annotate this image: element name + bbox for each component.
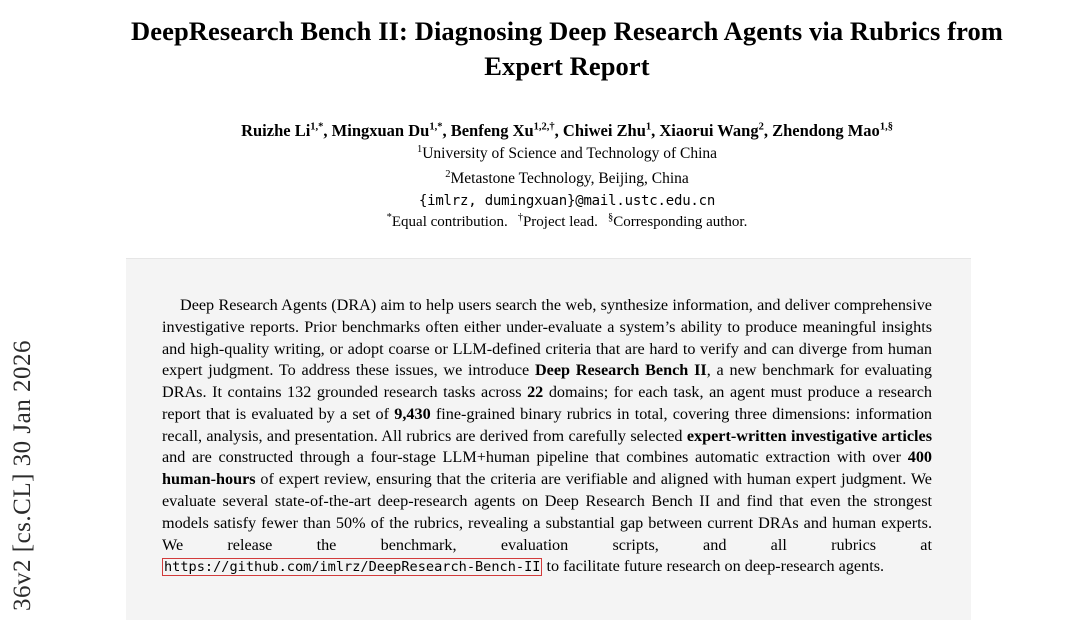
affiliation-2 (86, 168, 1048, 190)
github-repo-link[interactable]: https://github.com/imlrz/DeepResearch-Bench-II (164, 559, 541, 576)
abstract-bold-articles: expert-written investigative articles (686, 426, 932, 445)
equal-contribution-marker: * (386, 211, 392, 223)
corresponding-author-text: Corresponding author. (613, 213, 748, 230)
abstract-part-4: fine-grained binary rubrics in total, covering three dimensions: information recall, analysis, and presentation. All rubrics are derived from carefully selected (162, 404, 933, 445)
abstract-bold-rubric-count: 9,430 (394, 404, 431, 423)
arxiv-stamp (6, 0, 68, 619)
corresponding-author-marker: § (607, 211, 614, 223)
abstract-part-1: Deep Research Agents (DRA) aim to help users search the web, synthesize information, and deliver comprehensive investigative reports. Prior benchmarks often either under-evaluate a system’s ability to produce meaningful insights and high-quality writing, or adopt coarse or LLM-defined criteria that are hard to verify and can diverge from human expert judgment. To address these issues, we introduce (162, 296, 932, 380)
abstract-part-2: , a new benchmark for evaluating DRAs. It contains 132 grounded research tasks across (162, 361, 932, 402)
abstract-part-3: domains; for each task, an agent must produce a research report that is evaluated by a set of (162, 383, 932, 423)
abstract-body (162, 295, 932, 578)
affiliation-2-text: Metastone Technology, Beijing, China (450, 169, 689, 187)
abstract-part-5: and are constructed through a four-stage LLM+human pipeline that combines automatic extraction with over (162, 448, 908, 467)
abstract-section (126, 258, 971, 620)
page-title: DeepResearch Bench II: Diagnosing Deep Research Agents via Rubrics from Expert Report (131, 16, 1003, 81)
author-footnotes (86, 212, 1048, 231)
project-lead-marker: † (517, 211, 523, 223)
arxiv-stamp-text: 36v2 [cs.CL] 30 Jan 2026 (9, 340, 36, 611)
contact-email: {imlrz, dumingxuan}@mail.ustc.edu.cn (418, 192, 716, 209)
affiliation-2-marker: 2 (445, 168, 451, 180)
abstract-part-6: of expert review, ensuring that the criteria are verifiable and aligned with human expert judgment. We evaluate several state-of-the-art deep-research agents on Deep Research Bench II and find that even the strongest models satisfy fewer than 50% of the rubrics, revealing a substantial gap between current DRAs and human experts. We release the benchmark, evaluation scripts, and all rubrics at (162, 470, 932, 554)
abstract-bold-domains: 22 (527, 383, 544, 402)
affiliation-1 (86, 143, 1048, 165)
paper-page (86, 0, 1048, 619)
equal-contribution-text: Equal contribution. (391, 213, 508, 230)
abstract-part-7: to facilitate future research on deep-research agents. (542, 557, 885, 576)
affiliation-1-marker: 1 (416, 144, 423, 156)
author-list: Ruizhe $Li^{1,*}$, Mingxuan $Du^{1,*}$, Benfeng $Xu^{1,2,\dagger}$, Chiwei Zhu$^1$, Xiaorui Wang$^2$, Zhendong Mao$^{1,\S}$ (241, 120, 893, 140)
affiliation-1-text: University of Science and Technology of China (422, 145, 718, 163)
project-lead-text: Project lead. (522, 213, 598, 230)
abstract-bold-human-hours: 400 human-hours (162, 448, 932, 489)
abstract-bold-benchmark-name: Deep Research Bench II (534, 361, 707, 380)
